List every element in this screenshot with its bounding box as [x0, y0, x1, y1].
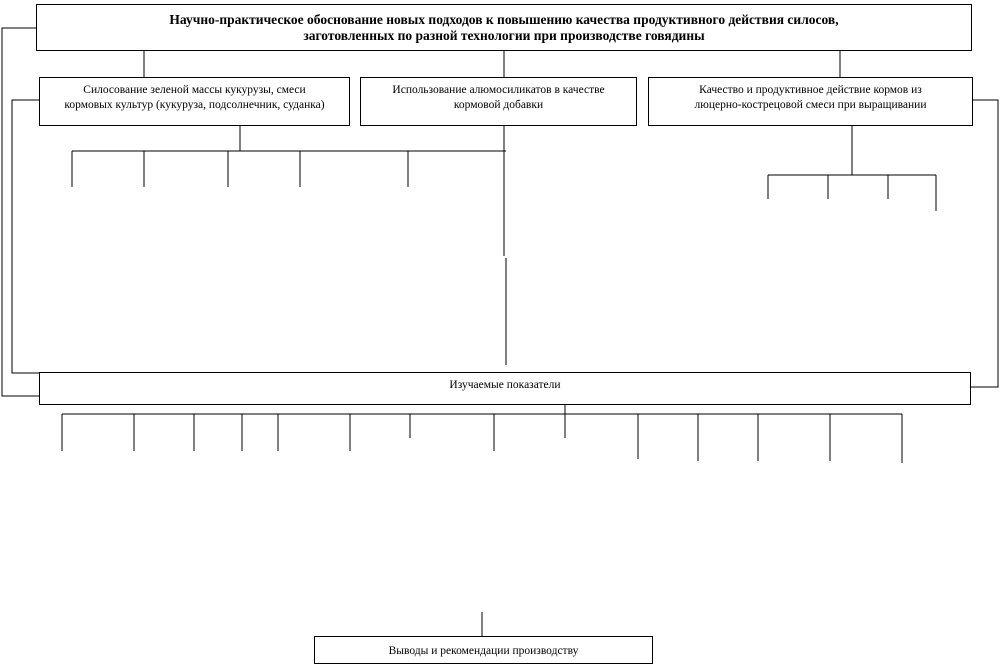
branch-box-alfalfa — [648, 77, 973, 126]
branch-box-aluminosilicates-line-2: кормовой добавки — [453, 99, 544, 111]
title-box — [36, 4, 972, 51]
branch-box-alfalfa-line-2: люцерно-кострецовой смеси при выращивании — [694, 99, 927, 111]
left-inner-bracket — [12, 100, 40, 373]
branch-box-silage-line-1: Силосование зеленой массы кукурузы, смеси — [83, 84, 306, 96]
branch-box-alfalfa-line-1: Качество и продуктивное действие кормов из — [699, 84, 922, 96]
branch-box-silage-line-2: кормовых культур (кукуруза, подсолнечник, суданка) — [64, 99, 325, 111]
title-line-2: заготовленных по разной технологии при производстве говядины — [303, 28, 705, 43]
indicators-label: Изучаемые показатели — [449, 379, 561, 391]
conclusions-box — [314, 636, 653, 664]
title-line-1: Научно-практическое обоснование новых подходов к повышению качества продуктивного действия силосов, — [169, 12, 839, 27]
right-bracket — [971, 100, 998, 387]
indicators-box — [39, 372, 971, 405]
branch-box-silage — [39, 77, 350, 126]
conclusions-label: Выводы и рекомендации производству — [388, 645, 579, 657]
branch-box-aluminosilicates-line-1: Использование алюмосиликатов в качестве — [392, 84, 605, 96]
left-outer-bracket — [2, 28, 40, 396]
branch-box-aluminosilicates — [360, 77, 637, 126]
